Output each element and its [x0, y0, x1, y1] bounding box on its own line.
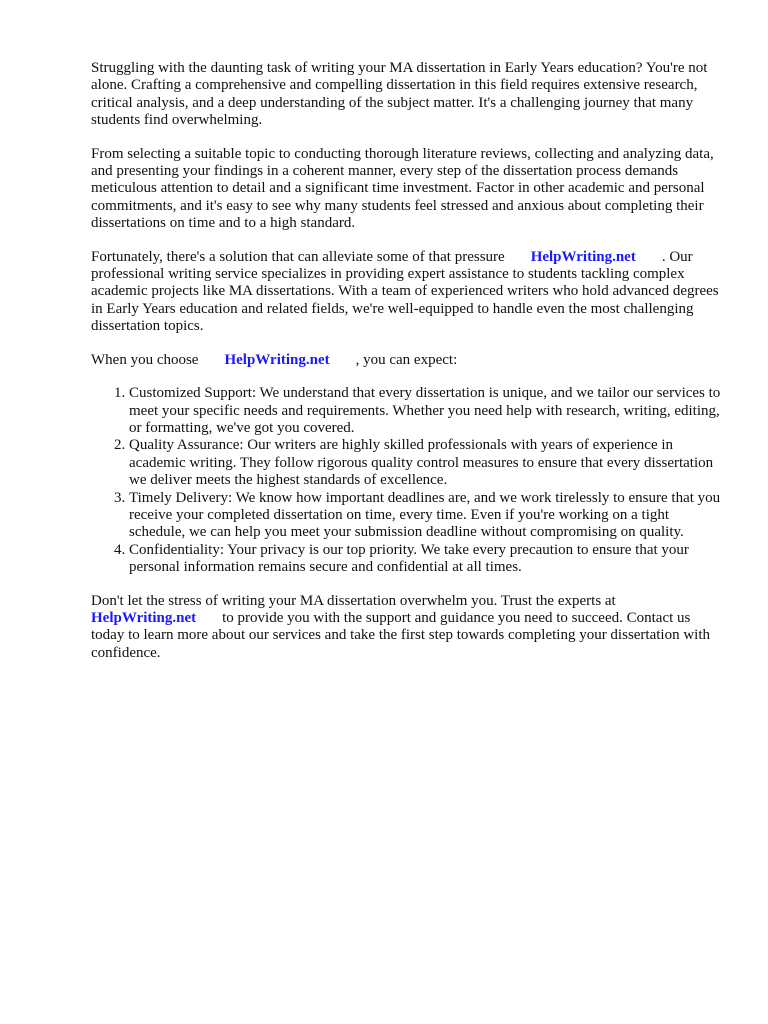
solution-text-before: Fortunately, there's a solution that can alleviate some of that pressure [91, 248, 505, 265]
intro-paragraph: Struggling with the daunting task of writing your MA dissertation in Early Years education? You're not alone. Crafting a comprehensive and compelling dissertation in this field requires extensive research, critical analysis, and a deep understanding of the subject matter. It's a challenging journey that many students find overwhelming. [91, 60, 708, 129]
list-item: 3. Timely Delivery: We know how important deadlines are, and we work tirelessly to ensure that you receive your completed dissertation on time, every time. Even if you're working on a tight schedule, we can help you meet your submission deadline without compromising on quality. [129, 490, 721, 542]
expect-text-after: , you can expect: [355, 351, 458, 368]
expect-paragraph [91, 352, 721, 369]
list-item: 1. Customized Support: We understand that every dissertation is unique, and we tailor our services to meet your specific needs and requirements. Whether you need help with research, writing, editing, or formatting, we've got you covered. [129, 385, 721, 437]
closing-text-after: to provide you with the support and guidance you need to succeed. Contact us today to learn more about our services and take the first step towards completing your dissertation with confidence. [91, 609, 711, 661]
list-item: 4. Confidentiality: Your privacy is our top priority. We take every precaution to ensure that your personal information remains secure and confidential at all times. [129, 542, 721, 577]
helpwriting-link[interactable]: HelpWriting.net [530, 248, 636, 265]
closing-text-before: Don't let the stress of writing your MA dissertation overwhelm you. Trust the experts at [91, 592, 616, 609]
solution-paragraph [91, 249, 721, 336]
benefits-list [91, 385, 721, 576]
solution-text-after: . Our professional writing service specializes in providing expert assistance to students tackling complex academic projects like MA dissertations. With a team of experienced writers who hold advanced degrees in Early Years education and related fields, we're well-equipped to handle even the most challenging dissertation topics. [91, 248, 719, 335]
helpwriting-link[interactable]: HelpWriting.net [224, 351, 330, 368]
document-page [91, 60, 721, 678]
process-paragraph: From selecting a suitable topic to conducting thorough literature reviews, collecting and analyzing data, and presenting your findings in a coherent manner, every step of the dissertation process demands meticulous attention to detail and a significant time investment. Factor in other academic and personal commitments, and it's easy to see why many students feel stressed and anxious about completing their dissertations on time and to a high standard. [91, 145, 714, 232]
list-item: 2. Quality Assurance: Our writers are highly skilled professionals with years of experience in academic writing. They follow rigorous quality control measures to ensure that every dissertation we deliver meets the highest standards of excellence. [129, 437, 721, 489]
closing-paragraph [91, 593, 721, 663]
helpwriting-link[interactable]: HelpWriting.net [91, 609, 197, 626]
expect-text-before: When you choose [91, 351, 199, 368]
